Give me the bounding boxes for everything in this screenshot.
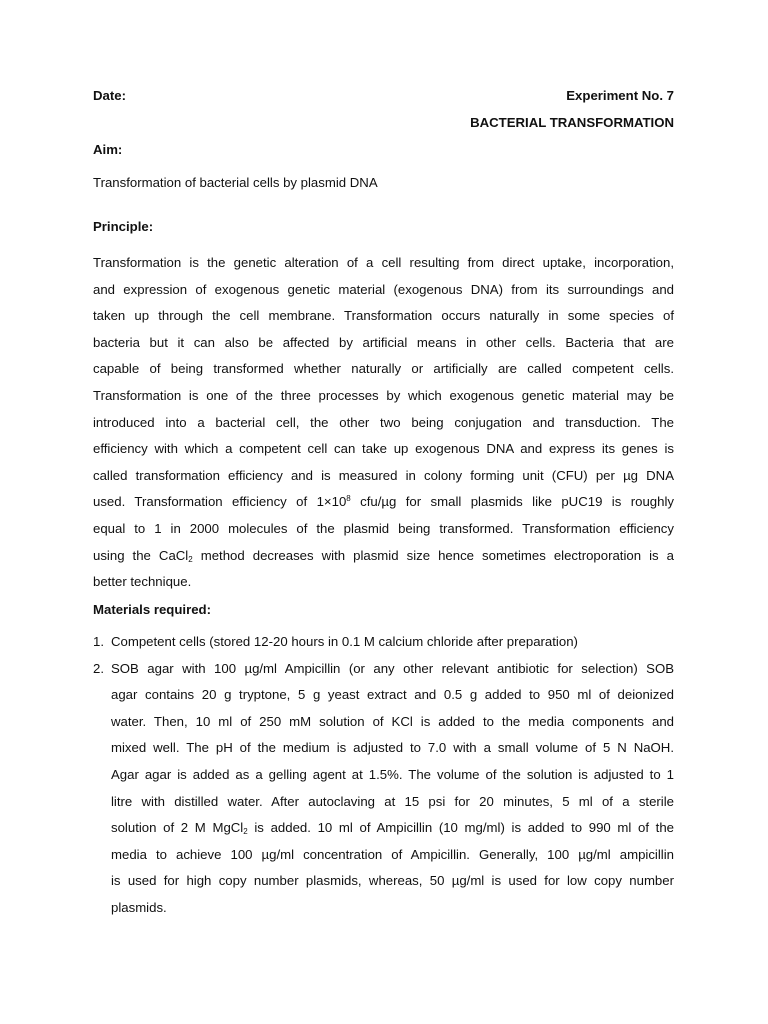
paragraph-line: called transformation efficiency and is measured in colony forming unit (CFU) per µg DNA — [93, 467, 674, 483]
paragraph-line-with-subscript — [93, 543, 674, 570]
paragraph-line: capable of being transformed whether naturally or artificially are called competent cells. — [93, 361, 674, 377]
list-item — [93, 629, 674, 656]
paragraph-line: Transformation is one of the three processes by which exogenous genetic material may be — [93, 387, 674, 403]
aim-text: Transformation of bacterial cells by plasmid DNA — [93, 175, 378, 190]
list-item-line: litre with distilled water. After autoclaving at 15 psi for 20 minutes, 5 ml of a sterile — [111, 793, 674, 809]
list-number: 1. — [93, 634, 104, 649]
line-part: method decreases with plasmid size hence sometimes electroporation is a — [192, 547, 674, 563]
materials-heading: Materials required: — [93, 602, 211, 617]
paragraph-line-with-superscript — [93, 489, 674, 516]
list-item-line: is used for high copy number plasmids, whereas, 50 µg/ml is used for low copy number — [111, 873, 674, 889]
list-item-line: media to achieve 100 µg/ml concentration of Ampicillin. Generally, 100 µg/ml ampicillin — [111, 846, 674, 862]
list-item-line: plasmids. — [111, 899, 167, 915]
line-part: cfu/µg for small plasmids like pUC19 is roughly — [350, 494, 674, 510]
paragraph-line: better technique. — [93, 574, 192, 590]
paragraph-line: Transformation is the genetic alteration of a cell resulting from direct uptake, incorporation, — [93, 255, 674, 270]
list-item-line: Agar agar is added as a gelling agent at 1.5%. The volume of the solution is adjusted to 1 — [111, 766, 674, 782]
list-item-line-with-subscript — [111, 815, 674, 842]
aim-heading: Aim: — [93, 142, 123, 157]
paragraph-line: equal to 1 in 2000 molecules of the plasmid being transformed. Transformation efficiency — [93, 520, 674, 536]
principle-heading: Principle: — [93, 219, 154, 234]
document-title: BACTERIAL TRANSFORMATION — [470, 115, 674, 130]
list-item-line: mixed well. The pH of the medium is adjusted to 7.0 with a small volume of 5 N NaOH. — [111, 740, 674, 756]
paragraph-line: taken up through the cell membrane. Transformation occurs naturally in some species of — [93, 308, 674, 324]
exponent-superscript: 8 — [346, 494, 351, 504]
date-label: Date: — [93, 88, 126, 103]
line-part: used. Transformation efficiency of 1×10 — [93, 494, 347, 510]
chemical-subscript: 2 — [243, 827, 248, 837]
materials-list — [93, 629, 674, 922]
chemical-subscript: 2 — [188, 554, 193, 564]
line-part: using the CaCl — [93, 547, 189, 563]
list-item-line: agar contains 20 g tryptone, 5 g yeast extract and 0.5 g added to 950 ml of deionized — [111, 687, 674, 703]
list-item-line: Competent cells (stored 12-20 hours in 0.1 M calcium chloride after preparation) — [111, 634, 578, 649]
experiment-number: Experiment No. 7 — [566, 88, 674, 103]
line-part: is added. 10 ml of Ampicillin (10 mg/ml) is added to 990 ml of the — [247, 820, 675, 836]
list-item-line: SOB agar with 100 µg/ml Ampicillin (or any other relevant antibiotic for selection) SOB — [111, 660, 674, 676]
paragraph-line: efficiency with which a competent cell can take up exogenous DNA and express its genes is — [93, 441, 674, 457]
paragraph-line: bacteria but it can also be affected by artificial means in other cells. Bacteria that are — [93, 334, 674, 350]
principle-paragraph — [93, 250, 674, 596]
line-part: solution of 2 M MgCl — [111, 820, 244, 836]
list-item-line: water. Then, 10 ml of 250 mM solution of KCl is added to the media components and — [111, 713, 674, 729]
list-item — [93, 656, 674, 922]
list-number: 2. — [93, 660, 104, 676]
paragraph-line: and expression of exogenous genetic material (exogenous DNA) from its surroundings and — [93, 281, 674, 297]
paragraph-line: introduced into a bacterial cell, the other two being conjugation and transduction. The — [93, 414, 674, 430]
